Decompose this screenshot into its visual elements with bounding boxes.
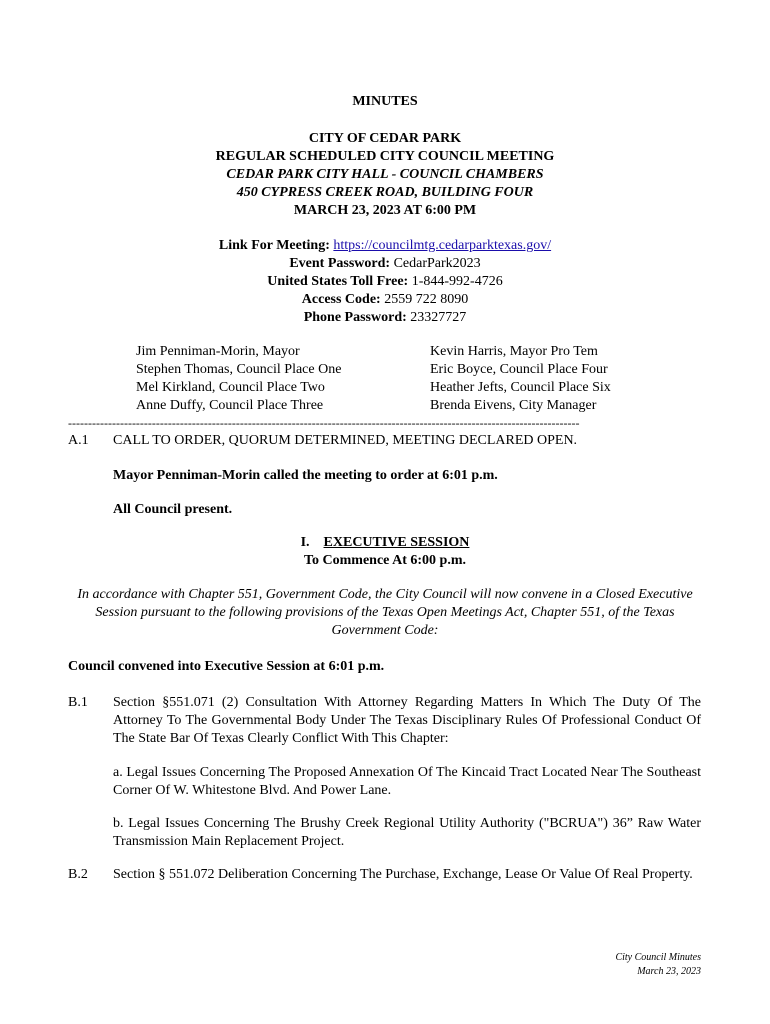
meeting-link[interactable]: https://councilmtg.cedarparktexas.gov/ (333, 238, 552, 253)
item-a1-title: CALL TO ORDER, QUORUM DETERMINED, MEETING DECLARED OPEN. (113, 433, 578, 448)
meeting-address: 450 CYPRESS CREEK ROAD, BUILDING FOUR (236, 185, 534, 200)
convened-note: Council convened into Executive Session at 6:01 p.m. (68, 659, 385, 674)
member-name: Heather Jefts, Council Place Six (430, 380, 611, 395)
meeting-date: MARCH 23, 2023 AT 6:00 PM (293, 203, 477, 218)
item-b2-text: Section § 551.072 Deliberation Concerning The Purchase, Exchange, Lease Or Value Of Real Property. (113, 867, 693, 882)
executive-session-intro: In accordance with Chapter 551, Government Code, the City Council will now convene in a Closed Executive Session pursuant to the following provisions of the Texas Open Meetings Act, Chapter 551, of the Texas Government Code: (77, 587, 693, 638)
meeting-type: REGULAR SCHEDULED CITY COUNCIL MEETING (215, 149, 555, 164)
footer-date: March 23, 2023 (637, 966, 701, 977)
item-number-b1: B.1 (68, 695, 88, 710)
section-subtitle: To Commence At 6:00 p.m. (303, 553, 467, 568)
item-b1-sub-a: a. Legal Issues Concerning The Proposed Annexation Of The Kincaid Tract Located Near The Southeast Corner Of W. Whitestone Blvd. And Power Lane. (113, 765, 701, 798)
city-name: CITY OF CEDAR PARK (308, 131, 462, 146)
access-code-row (0, 291, 770, 309)
section-number: I. (300, 535, 310, 550)
phone-password-label: Phone Password: (303, 310, 407, 325)
event-password-row (0, 255, 770, 273)
phone-password-row (0, 309, 770, 327)
toll-free-value: 1-844-992-4726 (411, 274, 503, 289)
access-code-value: 2559 722 8090 (384, 292, 469, 307)
member-name: Mel Kirkland, Council Place Two (136, 380, 325, 395)
member-name: Anne Duffy, Council Place Three (136, 398, 324, 413)
toll-free-label: United States Toll Free: (267, 274, 409, 289)
members-left-column (136, 343, 341, 415)
item-number-b2: B.2 (68, 867, 88, 882)
dashed-separator: -------------------------------------------------------------------------------------------------------------------------------- (68, 416, 580, 430)
member-name: Brenda Eivens, City Manager (430, 398, 597, 413)
members-right-column (430, 343, 611, 415)
event-password-value: CedarPark2023 (393, 256, 481, 271)
footer-title: City Council Minutes (615, 952, 701, 963)
item-b1-sub-b: b. Legal Issues Concerning The Brushy Creek Regional Utility Authority ("BCRUA") 36” Raw Water Transmission Main Replacement Project. (113, 816, 701, 849)
access-code-label: Access Code: (301, 292, 381, 307)
call-to-order-note: Mayor Penniman-Morin called the meeting to order at 6:01 p.m. (113, 468, 498, 483)
event-password-label: Event Password: (289, 256, 391, 271)
toll-free-row (0, 273, 770, 291)
council-present-note: All Council present. (113, 502, 233, 517)
meeting-link-row (0, 237, 770, 255)
member-name: Eric Boyce, Council Place Four (430, 362, 608, 377)
meeting-link-label: Link For Meeting: (218, 238, 330, 253)
section-heading (0, 534, 770, 552)
phone-password-value: 23327727 (410, 310, 467, 325)
section-title: EXECUTIVE SESSION (323, 535, 470, 550)
item-b1-text: Section §551.071 (2) Consultation With Attorney Regarding Matters In Which The Duty Of The Attorney To The Governmental Body Under The Texas Disciplinary Rules Of Professional Conduct Of The State Bar Of Texas Clearly Conflict With This Chapter: (113, 695, 701, 746)
member-name: Stephen Thomas, Council Place One (136, 362, 342, 377)
item-number-a1: A.1 (68, 433, 89, 448)
page-footer (615, 951, 701, 979)
member-name: Jim Penniman-Morin, Mayor (136, 344, 300, 359)
meeting-location: CEDAR PARK CITY HALL - COUNCIL CHAMBERS (226, 167, 544, 182)
minutes-heading: MINUTES (352, 94, 418, 109)
member-name: Kevin Harris, Mayor Pro Tem (430, 344, 598, 359)
